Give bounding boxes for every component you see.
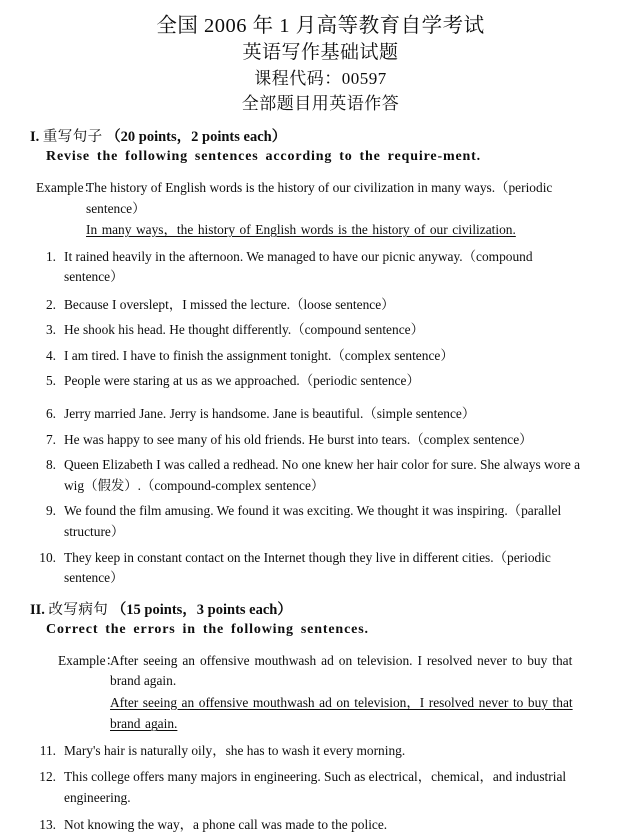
question-item <box>0 548 641 589</box>
question-item <box>0 741 641 762</box>
question-text: They keep in constant contact on the Internet though they live in different cities.（periodic sentence） <box>64 549 551 586</box>
section-2-heading <box>0 601 641 620</box>
question-number: 11. <box>39 742 56 758</box>
section-1-example-label: Example： <box>36 180 97 195</box>
question-item <box>0 501 641 542</box>
question-text: Because I overslept，I missed the lecture.（loose sentence） <box>64 296 395 312</box>
question-number: 9. <box>45 503 56 519</box>
section-1-roman: I. <box>30 129 40 145</box>
question-number: 8. <box>45 457 56 473</box>
question-text: People were staring at us as we approached.（periodic sentence） <box>64 373 420 389</box>
section-1-heading <box>0 128 641 147</box>
section-2-chinese-title: 改写病句 <box>48 601 109 618</box>
section-2-example-label: Example： <box>58 652 119 668</box>
question-number: 13. <box>39 816 56 832</box>
question-text: I am tired. I have to finish the assignment tonight.（complex sentence） <box>64 347 454 363</box>
section-2-example-first-row <box>0 651 641 672</box>
section-2 <box>0 601 641 835</box>
question-text: Not knowing the way，a phone call was made to the police. <box>64 816 388 832</box>
section-1-example-block <box>0 178 641 241</box>
section-1-question-list <box>0 247 641 589</box>
question-number: 12. <box>39 769 56 785</box>
question-text: He shook his head. He thought differently.（compound sentence） <box>64 322 424 338</box>
question-number: 4. <box>45 347 56 363</box>
question-number: 10. <box>39 549 56 565</box>
section-1-example-prompt-line-2: sentence） <box>86 200 146 216</box>
question-text: It rained heavily in the afternoon. We managed to have our picnic anyway.（compound sentence） <box>64 248 533 285</box>
section-2-example-answer-line-1: After seeing an offensive mouthwash ad on television，I resolved never to buy that <box>110 694 573 710</box>
question-number: 6. <box>45 406 56 422</box>
section-2-example-prompt-line-2: brand again. <box>110 673 177 689</box>
question-item <box>0 371 641 392</box>
section-1-example-prompt-line-1: The history of English words is the history of our civilization in many ways.（periodic <box>86 180 553 195</box>
section-1-instruction: Revise the following sentences according to the require-ment. <box>46 149 482 164</box>
section-2-question-list <box>0 741 641 835</box>
document-title-block <box>0 0 641 116</box>
section-2-example-answer-line-1-wrapper <box>0 692 641 714</box>
section-1-example-first-row <box>0 178 641 199</box>
section-2-example-answer-line-2-wrapper <box>0 713 641 735</box>
question-text: We found the film amusing. We found it was exciting. We thought it was inspiring.（parallel structure） <box>64 503 562 540</box>
question-text: Jerry married Jane. Jerry is handsome. Jane is beautiful.（simple sentence） <box>64 406 476 422</box>
section-1-example-answer: In many ways，the history of English words is the history of our civilization. <box>86 222 516 237</box>
section-1 <box>0 128 641 589</box>
question-number: 1. <box>45 248 56 264</box>
section-1-points: （20 points，2 points each） <box>106 129 287 145</box>
section-2-example-answer-line-2: brand again. <box>110 716 178 732</box>
question-item <box>0 404 641 425</box>
section-2-points: （15 points，3 points each） <box>111 601 292 618</box>
question-number: 2. <box>45 296 56 312</box>
question-item <box>0 455 641 496</box>
section-2-example-block <box>0 651 641 735</box>
question-item <box>0 295 641 316</box>
question-item <box>0 346 641 367</box>
question-item <box>0 430 641 451</box>
section-1-example-answer-wrapper <box>0 219 641 241</box>
question-number: 7. <box>45 431 56 447</box>
question-item <box>0 247 641 288</box>
question-text: This college offers many majors in engineering. Such as electrical，chemical，and industrial engineering. <box>64 769 567 805</box>
course-code-line: 课程代码：00597 <box>254 69 387 88</box>
question-item <box>0 320 641 341</box>
question-text: He was happy to see many of his old friends. He burst into tears.（complex sentence） <box>64 431 533 447</box>
question-text: Queen Elizabeth I was called a redhead. No one knew her hair color for sure. She always wore a wig（假发）.（compound-complex sentence） <box>64 457 581 493</box>
question-item <box>0 767 641 808</box>
question-number: 5. <box>45 373 56 389</box>
answer-language-notice: 全部题目用英语作答 <box>241 94 400 113</box>
section-2-instruction: Correct the errors in the following sentences. <box>46 621 369 637</box>
question-number: 3. <box>45 322 56 338</box>
exam-title-line-1: 全国 2006 年 1 月高等教育自学考试 <box>156 15 485 37</box>
section-2-example-prompt-line-1: After seeing an offensive mouthwash ad on television. I resolved never to buy that <box>110 652 573 668</box>
question-item <box>0 815 641 835</box>
question-text: Mary's hair is naturally oily，she has to wash it every morning. <box>64 742 406 758</box>
exam-title-line-2: 英语写作基础试题 <box>242 42 399 63</box>
section-2-roman: II. <box>30 601 45 618</box>
section-1-chinese-title: 重写句子 <box>42 129 103 145</box>
